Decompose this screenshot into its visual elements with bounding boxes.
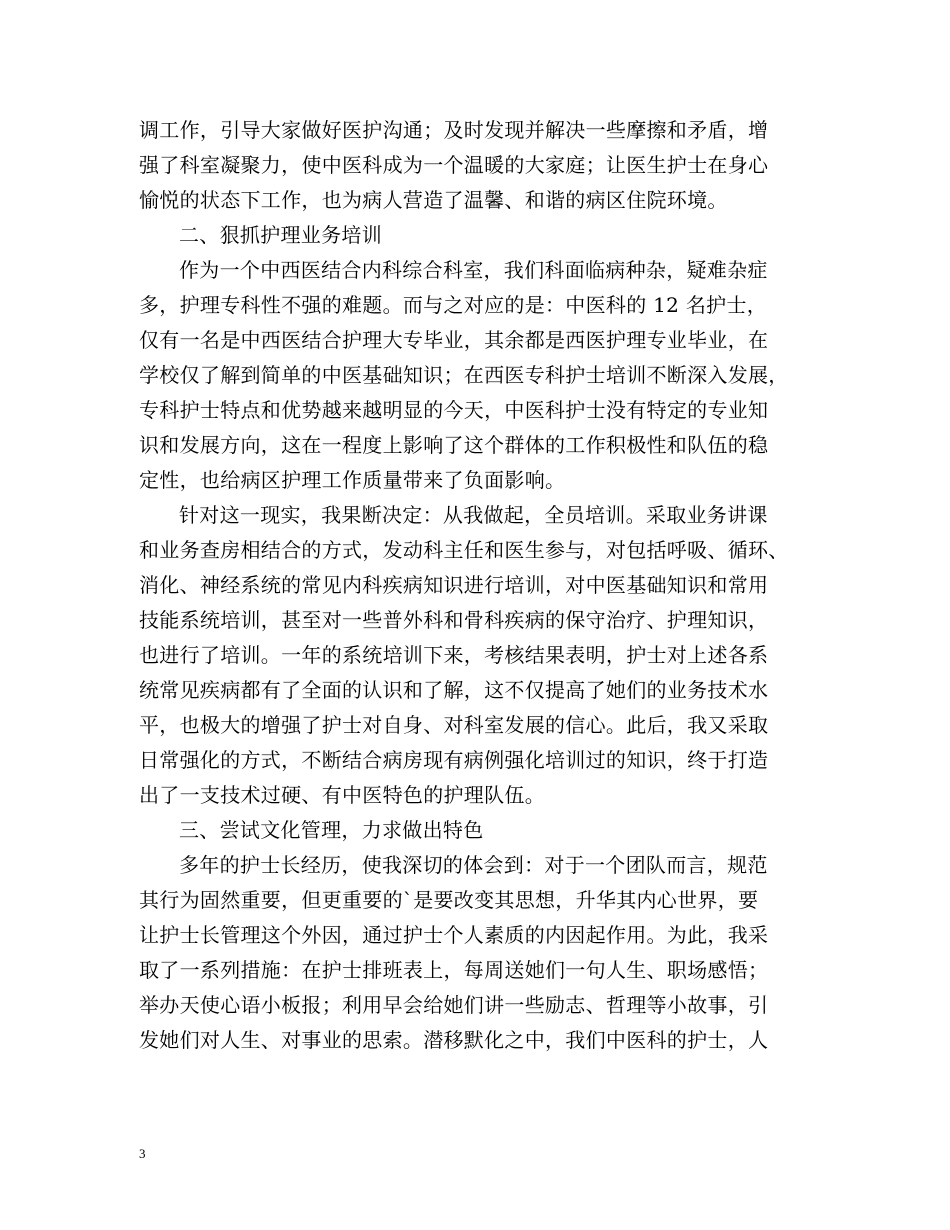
section-heading: 三、尝试文化管理，力求做出特色 bbox=[179, 818, 484, 842]
text-line: 发她们对人生、对事业的思索。潜移默化之中，我们中医科的护士，人 bbox=[139, 1028, 769, 1052]
text-line: 消化、神经系统的常见内科疾病知识进行培训，对中医基础知识和常用 bbox=[139, 573, 769, 597]
text-line: 作为一个中西医结合内科综合科室，我们科面临病种杂，疑难杂症 bbox=[179, 258, 768, 282]
text-line: 让护士长管理这个外因，通过护士个人素质的内因起作用。为此，我采 bbox=[139, 923, 769, 947]
text-line: 定性，也给病区护理工作质量带来了负面影响。 bbox=[139, 468, 566, 492]
text-line: 愉悦的状态下工作，也为病人营造了温馨、和谐的病区住院环境。 bbox=[139, 188, 728, 212]
text-line: 针对这一现实，我果断决定：从我做起，全员培训。采取业务讲课 bbox=[179, 503, 768, 527]
text-line: 多，护理专科性不强的难题。而与之对应的是：中医科的 12 名护士， bbox=[139, 293, 768, 317]
text-line: 平，也极大的增强了护士对自身、对科室发展的信心。此后，我又采取 bbox=[139, 713, 769, 737]
section-heading: 二、狠抓护理业务培训 bbox=[179, 223, 382, 247]
text-line: 取了一系列措施：在护士排班表上，每周送她们一句人生、职场感悟； bbox=[139, 958, 769, 982]
text-line: 统常见疾病都有了全面的认识和了解，这不仅提高了她们的业务技术水 bbox=[139, 678, 769, 702]
text-line: 其行为固然重要，但更重要的`是要改变其思想，升华其内心世界，要 bbox=[139, 888, 759, 912]
text-line: 也进行了培训。一年的系统培训下来，考核结果表明，护士对上述各系 bbox=[139, 643, 769, 667]
text-line: 学校仅了解到简单的中医基础知识；在西医专科护士培训不断深入发展， bbox=[139, 363, 789, 387]
text-line: 日常强化的方式，不断结合病房现有病例强化培训过的知识，终于打造 bbox=[139, 748, 769, 772]
text-line: 专科护士特点和优势越来越明显的今天，中医科护士没有特定的专业知 bbox=[139, 398, 769, 422]
text-line: 强了科室凝聚力，使中医科成为一个温暖的大家庭；让医生护士在身心 bbox=[139, 153, 769, 177]
text-line: 调工作，引导大家做好医护沟通；及时发现并解决一些摩擦和矛盾，增 bbox=[139, 118, 769, 142]
page-number: 3 bbox=[139, 1146, 146, 1161]
text-line: 多年的护士长经历，使我深切的体会到：对于一个团队而言，规范 bbox=[179, 853, 768, 877]
text-line: 技能系统培训，甚至对一些普外科和骨科疾病的保守治疗、护理知识， bbox=[139, 608, 769, 632]
text-line: 识和发展方向，这在一程度上影响了这个群体的工作积极性和队伍的稳 bbox=[139, 433, 769, 457]
text-line: 举办天使心语小板报；利用早会给她们讲一些励志、哲理等小故事，引 bbox=[139, 993, 769, 1017]
text-line: 仅有一名是中西医结合护理大专毕业，其余都是西医护理专业毕业，在 bbox=[139, 328, 769, 352]
text-line: 出了一支技术过硬、有中医特色的护理队伍。 bbox=[139, 783, 545, 807]
text-line: 和业务查房相结合的方式，发动科主任和医生参与，对包括呼吸、循环、 bbox=[139, 538, 789, 562]
